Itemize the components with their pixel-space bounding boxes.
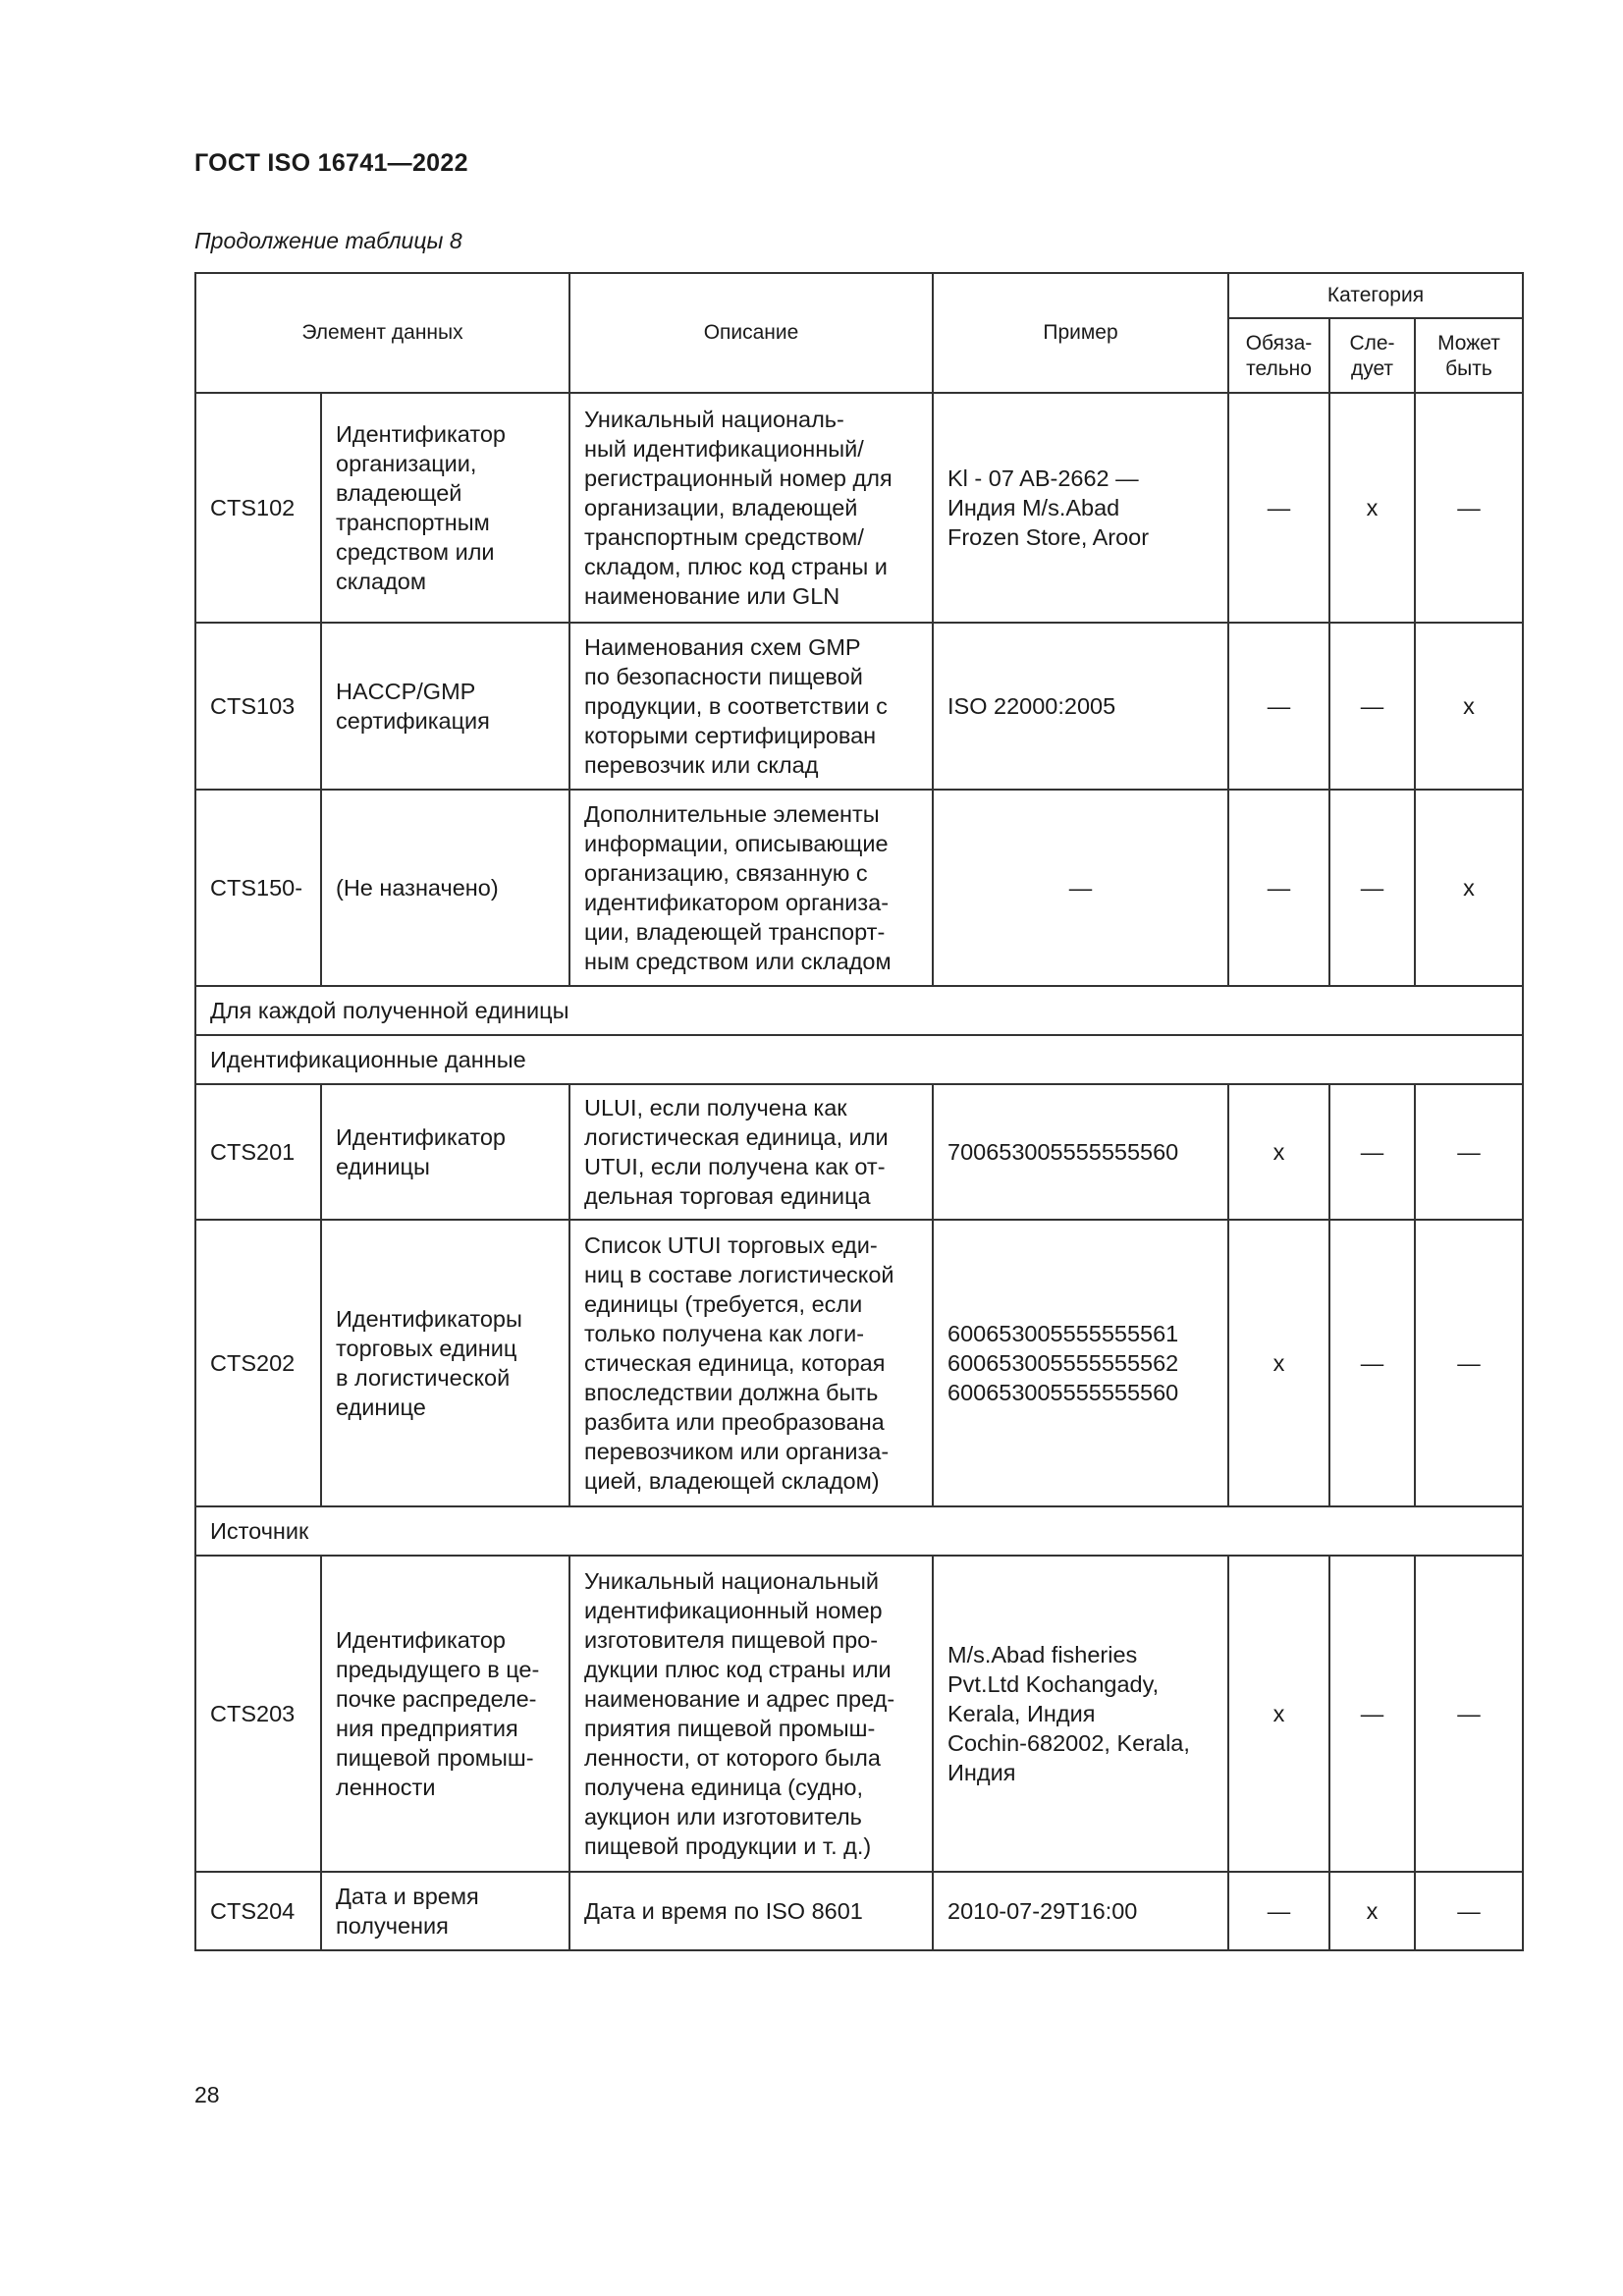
col-header-example: Пример [933,273,1228,393]
col-header-description: Описание [569,273,933,393]
row-should: — [1329,1084,1415,1220]
row-may: x [1415,790,1523,986]
row-may: — [1415,1220,1523,1506]
col-header-element: Элемент данных [195,273,569,393]
row-description: Наименования схем GMP по безопасности пищевой продукции, в соответствии с которыми сертифицирован перевозчик или склад [569,623,933,790]
col-header-should: Сле- дует [1329,318,1415,393]
row-code: CTS103 [195,623,321,790]
row-example: 600653005555555561 600653005555555562 600653005555555560 [933,1220,1228,1506]
section-row [195,1035,1523,1084]
row-mandatory: — [1228,1872,1329,1950]
table-row [195,393,1523,623]
row-element-name: HACCP/GMP сертификация [321,623,569,790]
table-row [195,1872,1523,1950]
row-may: — [1415,1872,1523,1950]
section-row [195,986,1523,1035]
row-example: 700653005555555560 [933,1084,1228,1220]
data-table [194,272,1524,1951]
col-header-mandatory: Обяза- тельно [1228,318,1329,393]
section-title: Идентификационные данные [195,1035,1523,1084]
row-description: Список UTUI торговых еди- ниц в составе логистической единицы (требуется, если только получена как логи- стическая единица, которая впоследствии должна быть разбита или преобразована перевозчиком или организа- цией, владеющей складом) [569,1220,933,1506]
row-description: Дата и время по ISO 8601 [569,1872,933,1950]
section-title: Источник [195,1506,1523,1556]
row-description: Уникальный националь- ный идентификационный/ регистрационный номер для организации, владеющей транспортным средством/ складом, плюс код страны и наименование или GLN [569,393,933,623]
row-mandatory: — [1228,623,1329,790]
page-number: 28 [194,2082,220,2107]
row-code: CTS201 [195,1084,321,1220]
col-header-category: Категория [1228,273,1523,318]
row-should: — [1329,1556,1415,1872]
col-header-may: Может быть [1415,318,1523,393]
row-may: — [1415,1084,1523,1220]
row-element-name: (Не назначено) [321,790,569,986]
row-code: CTS203 [195,1556,321,1872]
document-header: ГОСТ ISO 16741—2022 [194,149,468,177]
row-code: CTS150- [195,790,321,986]
row-may: x [1415,623,1523,790]
row-element-name: Дата и время получения [321,1872,569,1950]
row-element-name: Идентификатор организации, владеющей транспортным средством или складом [321,393,569,623]
section-title: Для каждой полученной единицы [195,986,1523,1035]
row-mandatory: x [1228,1220,1329,1506]
row-description: Дополнительные элементы информации, описывающие организацию, связанную с идентификатором организа- ции, владеющей транспорт- ным средством или складом [569,790,933,986]
row-should: — [1329,623,1415,790]
row-description: ULUI, если получена как логистическая единица, или UTUI, если получена как от- дельная торговая единица [569,1084,933,1220]
row-example: ISO 22000:2005 [933,623,1228,790]
row-mandatory: — [1228,393,1329,623]
row-element-name: Идентификатор предыдущего в це- почке распределе- ния предприятия пищевой промыш- ленности [321,1556,569,1872]
row-may: — [1415,1556,1523,1872]
row-code: CTS102 [195,393,321,623]
row-code: CTS202 [195,1220,321,1506]
section-row [195,1506,1523,1556]
row-mandatory: x [1228,1556,1329,1872]
row-example: — [933,790,1228,986]
row-should: — [1329,1220,1415,1506]
table-row [195,1220,1523,1506]
table-row [195,1556,1523,1872]
row-element-name: Идентификатор единицы [321,1084,569,1220]
row-should: x [1329,1872,1415,1950]
row-example: 2010-07-29T16:00 [933,1872,1228,1950]
row-element-name: Идентификаторы торговых единиц в логистической единице [321,1220,569,1506]
row-example: Kl - 07 AB-2662 — Индия M/s.Abad Frozen Store, Aroor [933,393,1228,623]
row-example: M/s.Abad fisheries Pvt.Ltd Kochangady, Kerala, Индия Cochin-682002, Kerala, Индия [933,1556,1228,1872]
row-code: CTS204 [195,1872,321,1950]
row-should: — [1329,790,1415,986]
table-caption: Продолжение таблицы 8 [194,228,462,253]
row-mandatory: x [1228,1084,1329,1220]
table-header-row [195,273,1523,318]
row-description: Уникальный национальный идентификационный номер изготовителя пищевой про- дукции плюс код страны или наименование и адрес пред- приятия пищевой промыш- ленности, от которого была получена единица (судно, аукцион или изготовитель пищевой продукции и т. д.) [569,1556,933,1872]
table-row [195,623,1523,790]
table-row [195,790,1523,986]
row-may: — [1415,393,1523,623]
row-mandatory: — [1228,790,1329,986]
row-should: x [1329,393,1415,623]
table-row [195,1084,1523,1220]
